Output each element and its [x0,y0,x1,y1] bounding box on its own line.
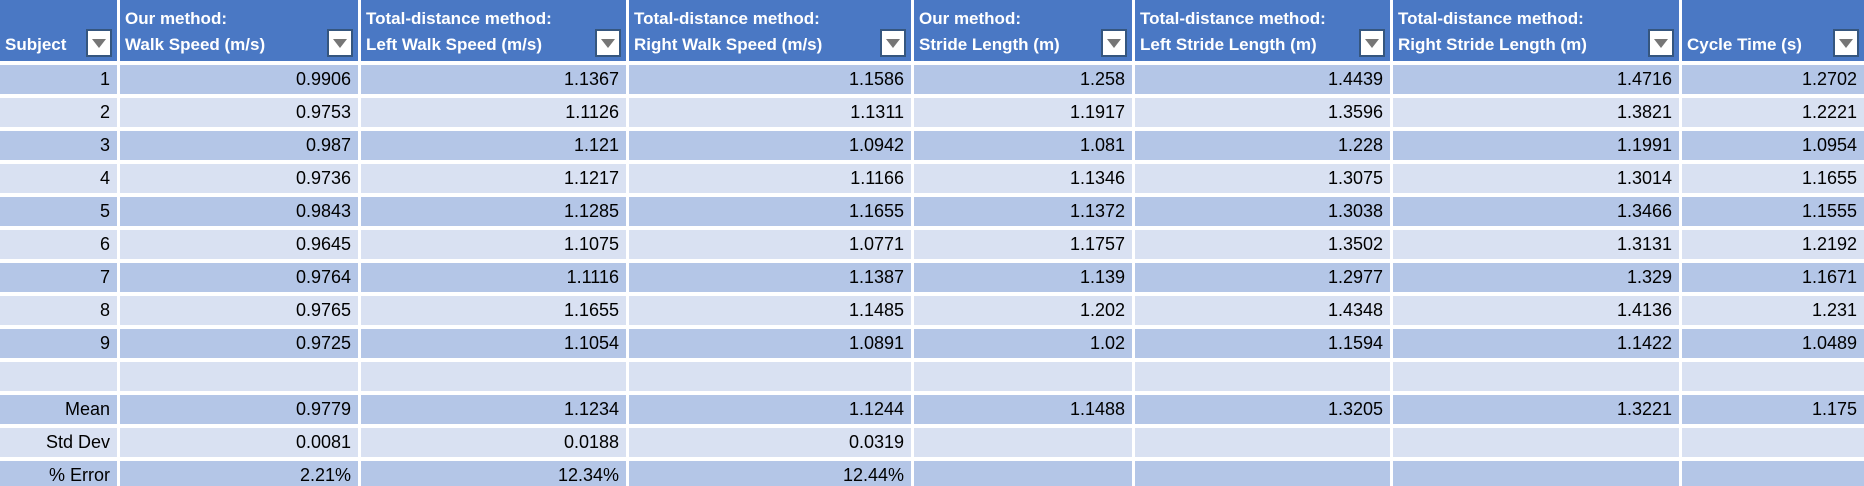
chevron-down-icon [1654,39,1668,48]
cell[interactable]: 1.4348 [1135,296,1390,325]
cell[interactable]: 1.02 [914,329,1132,358]
cell[interactable]: 9 [0,329,117,358]
cell[interactable]: 1.1054 [361,329,626,358]
cell[interactable] [1682,461,1864,486]
cell[interactable] [914,461,1132,486]
table-row [0,329,1864,358]
cell[interactable]: 1.1311 [629,98,911,127]
cell[interactable]: 1.228 [1135,131,1390,160]
cell[interactable] [914,362,1132,391]
column-header-td-right-walk-speed[interactable] [629,0,911,61]
table-header-row [0,0,1864,61]
cell[interactable]: 1.1234 [361,395,626,424]
cell[interactable]: 1.1126 [361,98,626,127]
cell[interactable]: 0.9725 [120,329,358,358]
cell[interactable]: 1.1991 [1393,131,1679,160]
filter-dropdown-button-td-left-walk-speed[interactable] [595,29,621,57]
cell[interactable]: 1.2221 [1682,98,1864,127]
cell[interactable]: 1.4136 [1393,296,1679,325]
filter-dropdown-button-our-stride-length[interactable] [1101,29,1127,57]
cell[interactable]: 1.4439 [1135,65,1390,94]
column-header-line: Stride Length (m) [919,35,1060,54]
column-header-td-right-stride-length[interactable] [1393,0,1679,61]
cell[interactable]: Mean [0,395,117,424]
column-header-line: Total-distance method: [1398,9,1584,28]
column-header-line: Subject [5,35,67,54]
cell[interactable]: 1.1166 [629,164,911,193]
cell[interactable] [1682,362,1864,391]
cell[interactable]: 1.081 [914,131,1132,160]
filter-dropdown-button-td-left-stride-length[interactable] [1359,29,1385,57]
table-row [0,131,1864,160]
column-header-label [1398,6,1645,58]
cell[interactable] [0,362,117,391]
chevron-down-icon [92,39,106,48]
cell[interactable]: 1.1217 [361,164,626,193]
table-row [0,65,1864,94]
chevron-down-icon [1365,39,1379,48]
cell[interactable]: 1.1372 [914,197,1132,226]
cell[interactable]: 2 [0,98,117,127]
cell[interactable]: 1.1555 [1682,197,1864,226]
column-header-line: Right Walk Speed (m/s) [634,35,823,54]
cell[interactable]: 1.231 [1682,296,1864,325]
cell[interactable]: 1.1671 [1682,263,1864,292]
cell[interactable]: 1.1757 [914,230,1132,259]
column-header-line: Total-distance method: [634,9,820,28]
cell[interactable]: 1.202 [914,296,1132,325]
cell[interactable]: 1.0771 [629,230,911,259]
cell[interactable] [914,428,1132,457]
cell[interactable]: 1.121 [361,131,626,160]
cell[interactable]: 8 [0,296,117,325]
cell[interactable]: 1.2977 [1135,263,1390,292]
cell[interactable]: 3 [0,131,117,160]
filter-dropdown-button-cycle-time[interactable] [1833,29,1859,57]
cell[interactable] [1393,428,1679,457]
table-row [0,296,1864,325]
column-header-label [366,6,592,58]
cell[interactable]: 0.0188 [361,428,626,457]
cell[interactable]: 1.2192 [1682,230,1864,259]
cell[interactable]: 12.34% [361,461,626,486]
cell[interactable]: 1.0954 [1682,131,1864,160]
column-header-subject[interactable] [0,0,117,61]
cell[interactable]: 1.1655 [629,197,911,226]
cell[interactable]: 1.3221 [1393,395,1679,424]
cell[interactable]: 1.139 [914,263,1132,292]
column-header-line: Left Stride Length (m) [1140,35,1317,54]
cell[interactable]: 1.1346 [914,164,1132,193]
cell[interactable]: 1.1116 [361,263,626,292]
chevron-down-icon [1107,39,1121,48]
cell[interactable]: 1.1387 [629,263,911,292]
cell[interactable]: 0.9765 [120,296,358,325]
cell[interactable]: 1.3038 [1135,197,1390,226]
chevron-down-icon [601,39,615,48]
cell[interactable]: 1.0891 [629,329,911,358]
cell[interactable]: 0.9906 [120,65,358,94]
cell[interactable]: 0.9736 [120,164,358,193]
cell[interactable]: 1.1917 [914,98,1132,127]
cell[interactable]: 4 [0,164,117,193]
cell[interactable]: 1.1285 [361,197,626,226]
cell[interactable]: 1.1488 [914,395,1132,424]
column-header-line: Our method: [919,9,1021,28]
cell[interactable]: 6 [0,230,117,259]
cell[interactable]: 1.2702 [1682,65,1864,94]
cell[interactable]: 1.4716 [1393,65,1679,94]
column-header-line: Left Walk Speed (m/s) [366,35,543,54]
table-row [0,263,1864,292]
filter-dropdown-button-subject[interactable] [86,29,112,57]
table-row [0,98,1864,127]
cell[interactable]: 1.3502 [1135,230,1390,259]
cell[interactable]: 0.0319 [629,428,911,457]
chevron-down-icon [886,39,900,48]
cell[interactable]: 2.21% [120,461,358,486]
cell[interactable]: 1.1075 [361,230,626,259]
cell[interactable]: 1.1655 [1682,164,1864,193]
chevron-down-icon [1839,39,1853,48]
column-header-label [634,6,877,58]
cell[interactable]: 0.9753 [120,98,358,127]
cell[interactable]: 1 [0,65,117,94]
cell[interactable] [1135,461,1390,486]
cell[interactable]: 1.1655 [361,296,626,325]
table-row [0,230,1864,259]
cell[interactable] [1393,362,1679,391]
cell[interactable]: 1.0489 [1682,329,1864,358]
cell[interactable]: 1.1422 [1393,329,1679,358]
table-row [0,428,1864,457]
cell[interactable] [361,362,626,391]
cell[interactable]: 1.1485 [629,296,911,325]
cell[interactable]: 0.9779 [120,395,358,424]
column-header-line: Walk Speed (m/s) [125,35,266,54]
cell[interactable]: 0.0081 [120,428,358,457]
column-header-line: Our method: [125,9,227,28]
column-header-td-left-stride-length[interactable] [1135,0,1390,61]
cell[interactable] [1682,428,1864,457]
table-row [0,164,1864,193]
cell[interactable]: 1.1244 [629,395,911,424]
cell[interactable]: 0.987 [120,131,358,160]
cell[interactable] [1135,362,1390,391]
cell[interactable]: 0.9764 [120,263,358,292]
cell[interactable]: 1.0942 [629,131,911,160]
cell[interactable] [1135,428,1390,457]
table-row [0,197,1864,226]
column-header-line: Cycle Time (s) [1687,35,1802,54]
cell[interactable] [120,362,358,391]
cell[interactable]: 5 [0,197,117,226]
column-header-our-walk-speed[interactable] [120,0,358,61]
cell[interactable]: % Error [0,461,117,486]
column-header-line: Right Stride Length (m) [1398,35,1587,54]
table-row [0,395,1864,424]
cell[interactable] [629,362,911,391]
filter-dropdown-button-td-right-walk-speed[interactable] [880,29,906,57]
cell[interactable]: 1.1594 [1135,329,1390,358]
cell[interactable]: 1.3131 [1393,230,1679,259]
cell[interactable]: 1.175 [1682,395,1864,424]
column-header-our-stride-length[interactable] [914,0,1132,61]
column-header-label [919,6,1098,58]
cell[interactable]: 1.3821 [1393,98,1679,127]
cell[interactable]: 1.3466 [1393,197,1679,226]
cell[interactable]: 1.3075 [1135,164,1390,193]
cell[interactable]: 12.44% [629,461,911,486]
cell[interactable]: 1.1586 [629,65,911,94]
cell[interactable]: 1.329 [1393,263,1679,292]
cell[interactable]: 0.9645 [120,230,358,259]
column-header-td-left-walk-speed[interactable] [361,0,626,61]
cell[interactable]: Std Dev [0,428,117,457]
column-header-label [125,6,324,58]
column-header-label [5,32,83,58]
filter-dropdown-button-td-right-stride-length[interactable] [1648,29,1674,57]
column-header-label [1140,6,1356,58]
cell[interactable]: 1.3596 [1135,98,1390,127]
cell[interactable]: 0.9843 [120,197,358,226]
cell[interactable]: 1.1367 [361,65,626,94]
cell[interactable]: 1.3014 [1393,164,1679,193]
table-row [0,461,1864,486]
column-header-line: Total-distance method: [1140,9,1326,28]
cell[interactable] [1393,461,1679,486]
cell[interactable]: 7 [0,263,117,292]
cell[interactable]: 1.3205 [1135,395,1390,424]
filter-dropdown-button-our-walk-speed[interactable] [327,29,353,57]
cell[interactable]: 1.258 [914,65,1132,94]
column-header-label [1687,32,1830,58]
chevron-down-icon [333,39,347,48]
column-header-line: Total-distance method: [366,9,552,28]
table-row [0,362,1864,391]
column-header-cycle-time[interactable] [1682,0,1864,61]
